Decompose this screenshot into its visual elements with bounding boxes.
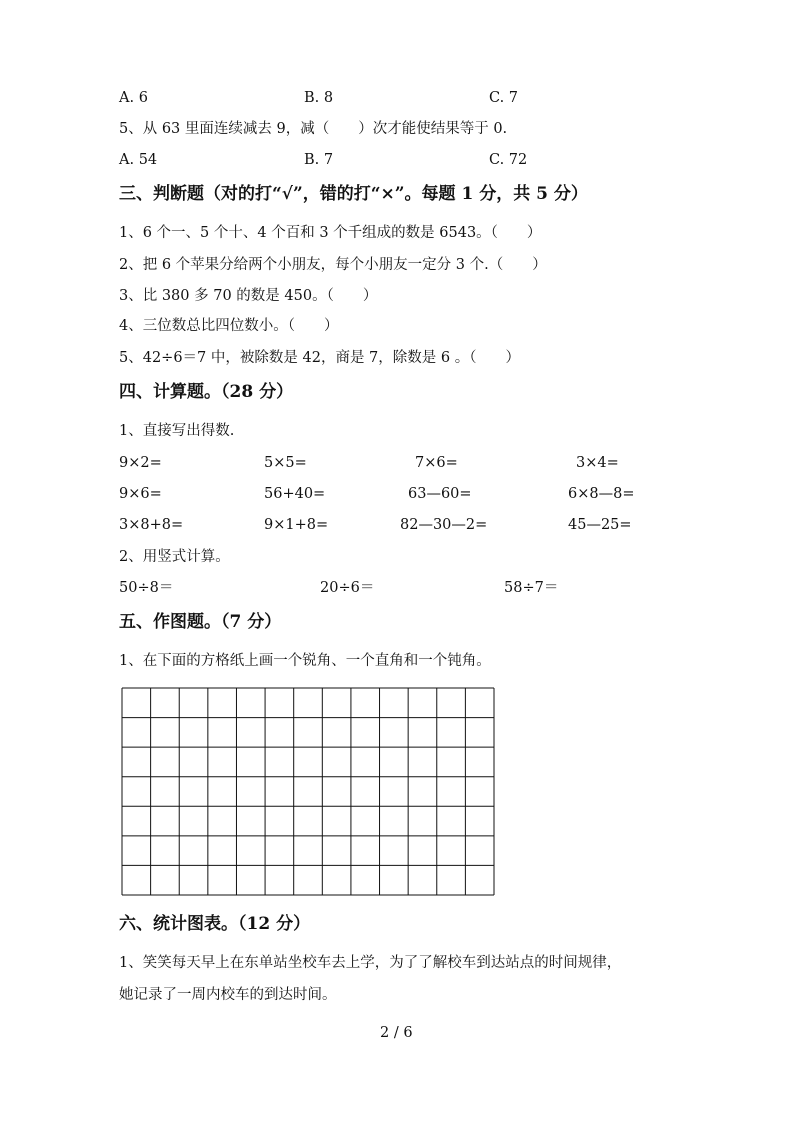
calc-sub1: 1、直接写出得数. bbox=[119, 423, 235, 439]
judge-item-5: 5、42÷6＝7 中，被除数是 42，商是 7，除数是 6 。（ ） bbox=[119, 350, 520, 366]
calc-item: 63—60= bbox=[408, 486, 472, 502]
q5-option-c: C. 72 bbox=[489, 152, 528, 168]
judge-item-4: 4、三位数总比四位数小。（ ） bbox=[119, 318, 339, 334]
q4-option-b: B. 8 bbox=[304, 90, 334, 106]
section6-heading: 六、统计图表。（12 分） bbox=[119, 914, 311, 934]
vertical-calc-item: 50÷8＝ bbox=[119, 580, 174, 596]
vertical-calc-item: 20÷6＝ bbox=[320, 580, 375, 596]
stats-text-line-2: 她记录了一周内校车的到达时间。 bbox=[119, 987, 337, 1003]
calc-item: 56+40= bbox=[264, 486, 326, 502]
calc-item: 9×6= bbox=[119, 486, 162, 502]
judge-item-3: 3、比 380 多 70 的数是 450。（ ） bbox=[119, 288, 378, 304]
stats-text-line-1: 1、笑笑每天早上在东单站坐校车去上学，为了了解校车到达站点的时间规律， bbox=[119, 955, 622, 971]
calc-item: 5×5= bbox=[264, 455, 307, 471]
calc-item: 9×2= bbox=[119, 455, 162, 471]
calc-item: 45—25= bbox=[568, 517, 632, 533]
q4-option-c: C. 7 bbox=[489, 90, 519, 106]
q5-option-a: A. 54 bbox=[119, 152, 158, 168]
calc-sub2: 2、用竖式计算。 bbox=[119, 549, 230, 565]
page-number: 2 / 6 bbox=[380, 1025, 413, 1041]
judge-item-2: 2、把 6 个苹果分给两个小朋友，每个小朋友一定分 3 个.（ ） bbox=[119, 257, 547, 273]
section4-heading: 四、计算题。（28 分） bbox=[119, 382, 294, 402]
vertical-calc-item: 58÷7＝ bbox=[504, 580, 559, 596]
section3-heading: 三、判断题（对的打“√”，错的打“×”。每题 1 分，共 5 分） bbox=[119, 184, 588, 204]
draw-instruction: 1、在下面的方格纸上画一个锐角、一个直角和一个钝角。 bbox=[119, 653, 491, 669]
section5-heading: 五、作图题。（7 分） bbox=[119, 612, 282, 632]
calc-item: 3×4= bbox=[576, 455, 619, 471]
calc-item: 9×1+8= bbox=[264, 517, 329, 533]
drawing-grid[interactable] bbox=[121, 687, 495, 896]
judge-item-1: 1、6 个一、5 个十、4 个百和 3 个千组成的数是 6543。（ ） bbox=[119, 225, 542, 241]
q5-text: 5、从 63 里面连续减去 9，减（ ）次才能使结果等于 0. bbox=[119, 121, 508, 137]
calc-item: 6×8—8= bbox=[568, 486, 635, 502]
q4-option-a: A. 6 bbox=[119, 90, 148, 106]
calc-item: 3×8+8= bbox=[119, 517, 184, 533]
calc-item: 82—30—2= bbox=[400, 517, 488, 533]
calc-item: 7×6= bbox=[415, 455, 458, 471]
q5-option-b: B. 7 bbox=[304, 152, 334, 168]
